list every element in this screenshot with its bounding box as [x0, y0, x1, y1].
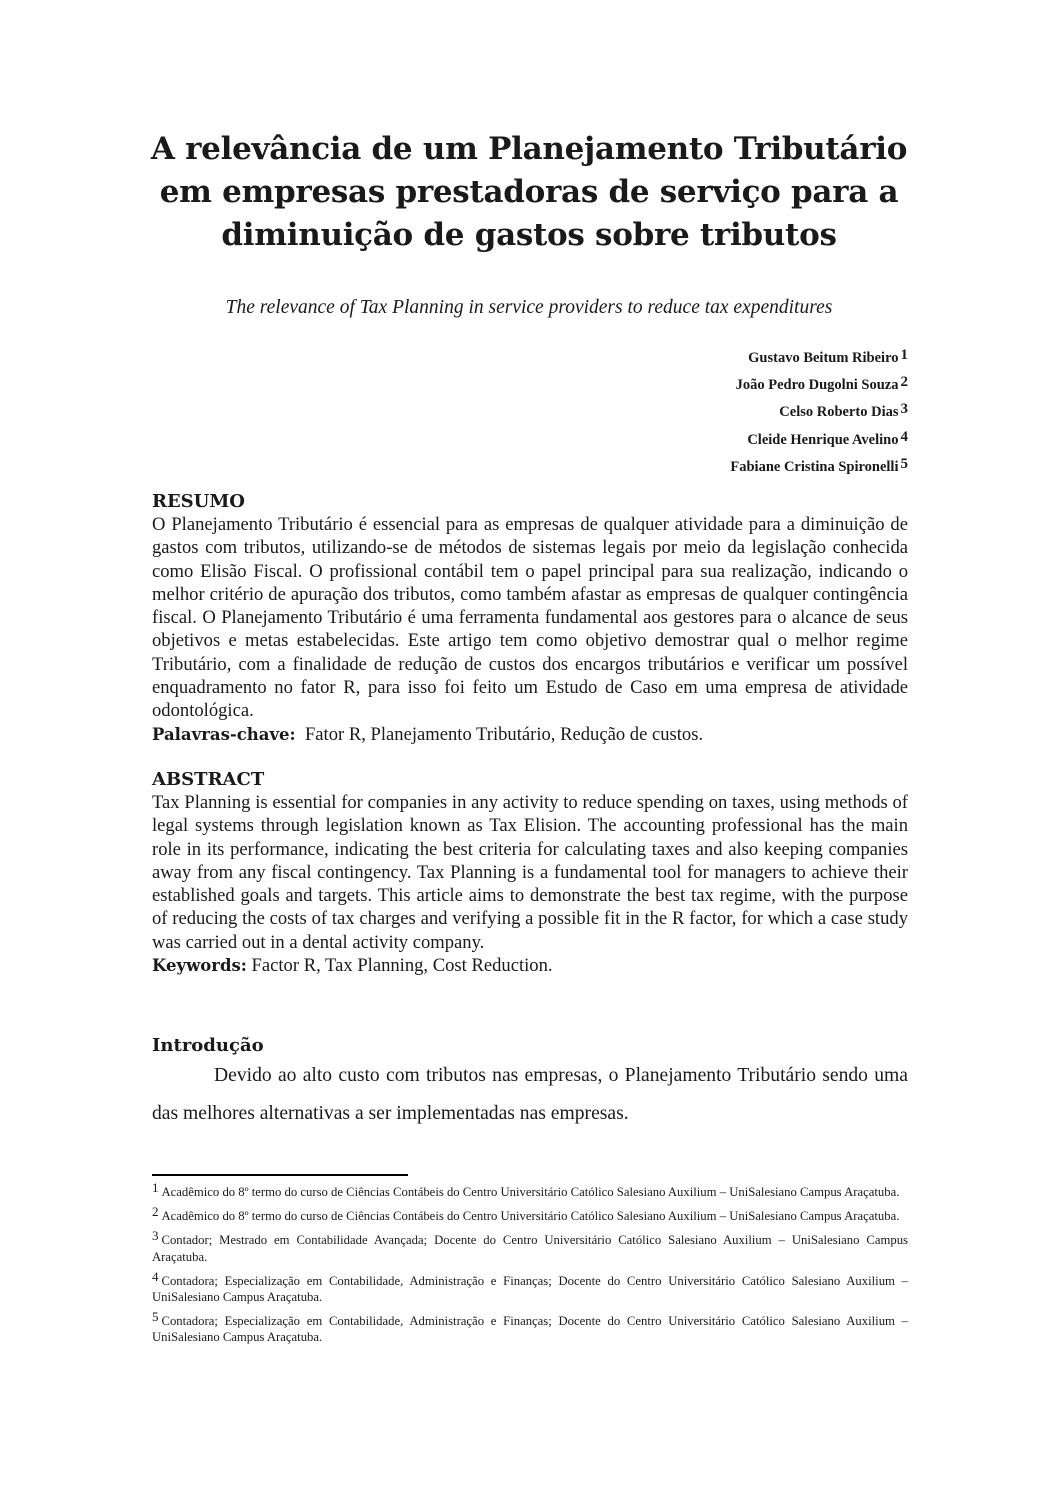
author-footnote-mark[interactable]: 5 — [900, 455, 908, 472]
footnote-divider — [152, 1174, 408, 1176]
paper-subtitle: The relevance of Tax Planning in service providers to reduce tax expenditures — [225, 297, 833, 318]
author-name: Celso Roberto Dias — [779, 404, 899, 421]
abstract-keywords — [152, 954, 908, 977]
keywords-text: Factor R, Tax Planning, Cost Reduction. — [251, 955, 553, 977]
author-line — [730, 370, 908, 397]
keywords-label: Palavras-chave: — [152, 724, 296, 744]
footnote — [152, 1204, 908, 1224]
author-line — [730, 425, 908, 452]
keywords-label: Keywords: — [152, 956, 247, 976]
abstract-heading: ABSTRACT — [152, 769, 265, 790]
footnotes — [152, 1180, 908, 1350]
author-name: João Pedro Dugolni Souza — [735, 377, 899, 394]
footnote-text: Acadêmico do 8º termo do curso de Ciências Contábeis do Centro Universitário Católico Salesiano Auxilium – UniSalesiano Campus Araçatuba. — [161, 1185, 900, 1199]
footnote-text: Contadora; Especialização em Contabilidade, Administração e Finanças; Docente do Centro Universitário Católico Salesiano Auxilium – UniSalesiano Campus Araçatuba. — [152, 1273, 908, 1305]
abstract-text: Tax Planning is essential for companies in any activity to reduce spending on taxes, using methods of legal systems through legislation known as Tax Elision. The accounting professional has the main role in its performance, indicating the best criteria for calculating taxes and also keeping companies away from any fiscal contingency. Tax Planning is a fundamental tool for managers to achieve their established goals and targets. This article aims to demonstrate the best tax regime, with the purpose of reducing the costs of tax charges and verifying a possible fit in the R factor, for which a case study was carried out in a dental activity company. — [152, 792, 908, 953]
introduction-heading: Introdução — [152, 1035, 264, 1056]
author-name: Fabiane Cristina Spironelli — [730, 458, 899, 475]
author-footnote-mark[interactable]: 3 — [900, 401, 908, 418]
resumo-keywords — [152, 723, 908, 746]
paper-title: A relevância de um Planejamento Tributário em empresas prestadoras de serviço para a diminuição de gastos sobre tributos — [150, 131, 908, 253]
author-name: Cleide Henrique Avelino — [747, 431, 899, 448]
author-line — [730, 452, 908, 479]
resumo-text: O Planejamento Tributário é essencial para as empresas de qualquer atividade para a diminuição de gastos com tributos, utilizando-se de métodos de sistemas legais por meio da legislação conhecida como Elisão Fiscal. O profissional contábil tem o papel principal para sua realização, indicando o melhor critério de apuração dos tributos, como também afastar as empresas de qualquer contingência fiscal. O Planejamento Tributário é uma ferramenta fundamental aos gestores para o alcance de seus objetivos e metas estabelecidas. Este artigo tem como objetivo demostrar qual o melhor regime Tributário, com a finalidade de redução de custos dos encargos tributários e verificar um possível enquadramento no fator R, para isso foi feito um Estudo de Caso em uma empresa de atividade odontológica. — [152, 514, 908, 722]
footnote-mark: 1 — [152, 1180, 159, 1195]
introduction-section — [152, 1035, 908, 1133]
introduction-text: Devido ao alto custo com tributos nas empresas, o Planejamento Tributário sendo uma das melhores alternativas a ser implementadas nas empresas. — [152, 1065, 908, 1124]
footnote-mark: 2 — [152, 1204, 159, 1220]
author-line — [730, 397, 908, 424]
footnote-mark: 5 — [152, 1309, 159, 1325]
author-footnote-mark[interactable]: 4 — [900, 428, 908, 445]
footnote-text: Contador; Mestrado em Contabilidade Avançada; Docente do Centro Universitário Católico Salesiano Auxilium – UniSalesiano Campus Araçatuba. — [152, 1233, 908, 1264]
author-line — [730, 343, 908, 370]
author-list — [730, 343, 908, 479]
footnote-mark: 3 — [152, 1228, 159, 1244]
footnote — [152, 1309, 908, 1345]
footnote-text: Contadora; Especialização em Contabilidade, Administração e Finanças; Docente do Centro Universitário Católico Salesiano Auxilium – UniSalesiano Campus Araçatuba. — [152, 1314, 908, 1345]
footnote — [152, 1228, 908, 1264]
abstract-section — [152, 769, 908, 977]
keywords-text: Fator R, Planejamento Tributário, Redução de custos. — [304, 723, 704, 745]
footnote-text: Acadêmico do 8º termo do curso de Ciências Contábeis do Centro Universitário Católico Salesiano Auxilium – UniSalesiano Campus Araçatuba. — [161, 1209, 900, 1224]
footnote — [152, 1269, 908, 1305]
footnote — [152, 1180, 908, 1200]
author-name: Gustavo Beitum Ribeiro — [748, 350, 899, 366]
author-footnote-mark[interactable]: 2 — [900, 374, 908, 391]
author-footnote-mark[interactable]: 1 — [900, 347, 908, 363]
resumo-section — [152, 491, 908, 746]
resumo-heading: RESUMO — [152, 491, 245, 512]
footnote-mark: 4 — [152, 1268, 159, 1284]
